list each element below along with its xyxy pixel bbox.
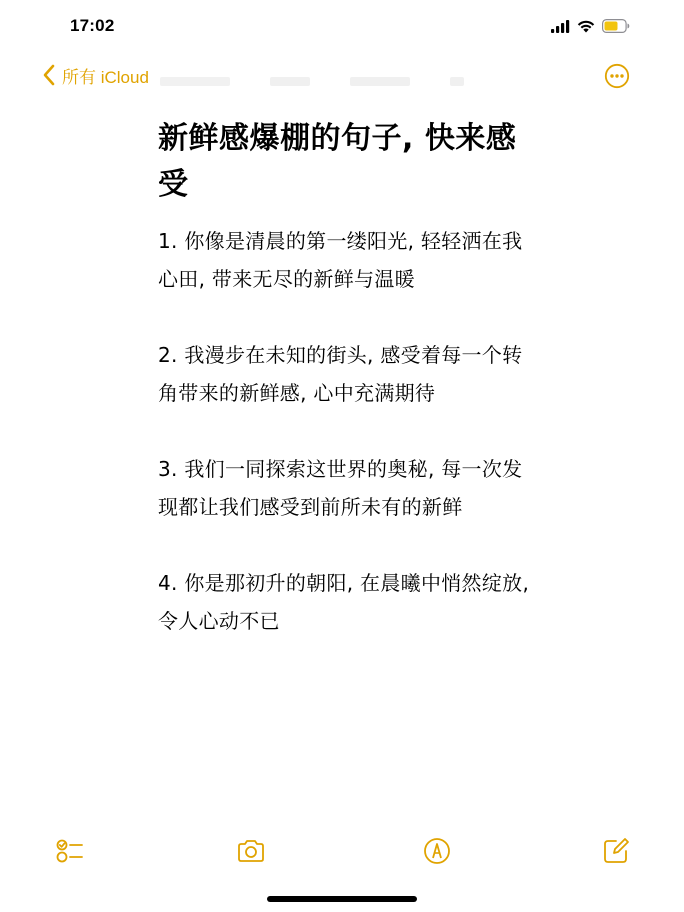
markup-button[interactable]: [422, 836, 452, 866]
back-button[interactable]: [42, 62, 149, 88]
note-item-4: 4. 你是那初升的朝阳, 在晨曦中悄然绽放, 令人心动不已: [158, 571, 530, 633]
note-item-2: 2. 我漫步在未知的街头, 感受着每一个转角带来的新鲜感, 心中充满期待: [158, 343, 523, 405]
camera-icon: [236, 836, 266, 866]
checklist-button[interactable]: [55, 836, 85, 866]
battery-icon: [602, 19, 630, 33]
faded-header: [160, 77, 540, 91]
note-item-3: 3. 我们一同探索这世界的奥秘, 每一次发现都让我们感受到前所未有的新鲜: [158, 457, 523, 519]
bottom-toolbar: [0, 832, 684, 872]
status-time: 17:02: [70, 16, 115, 35]
compose-icon: [601, 836, 631, 866]
camera-button[interactable]: [236, 836, 266, 866]
faded-header-bar: [450, 77, 464, 86]
checklist-icon: [55, 836, 85, 866]
status-icons: [551, 17, 630, 35]
ellipsis-circle-icon: [604, 63, 630, 89]
home-indicator: [267, 896, 417, 902]
faded-header-bar: [350, 77, 410, 86]
chevron-left-icon: [42, 64, 56, 86]
nav-bar: [0, 56, 684, 96]
back-label: 所有 iCloud: [62, 67, 149, 87]
cellular-signal-icon: [551, 20, 570, 33]
faded-header-bar: [270, 77, 310, 86]
note-title: 新鲜感爆棚的句子, 快来感受: [158, 121, 517, 202]
compose-button[interactable]: [601, 836, 631, 866]
markup-pen-icon: [422, 836, 452, 866]
wifi-icon: [577, 20, 595, 33]
note-item-1: 1. 你像是清晨的第一缕阳光, 轻轻洒在我心田, 带来无尽的新鲜与温暖: [158, 229, 523, 291]
note-body[interactable]: [158, 116, 538, 678]
more-button[interactable]: [604, 63, 630, 89]
status-bar: [0, 0, 684, 52]
faded-header-bar: [160, 77, 230, 86]
